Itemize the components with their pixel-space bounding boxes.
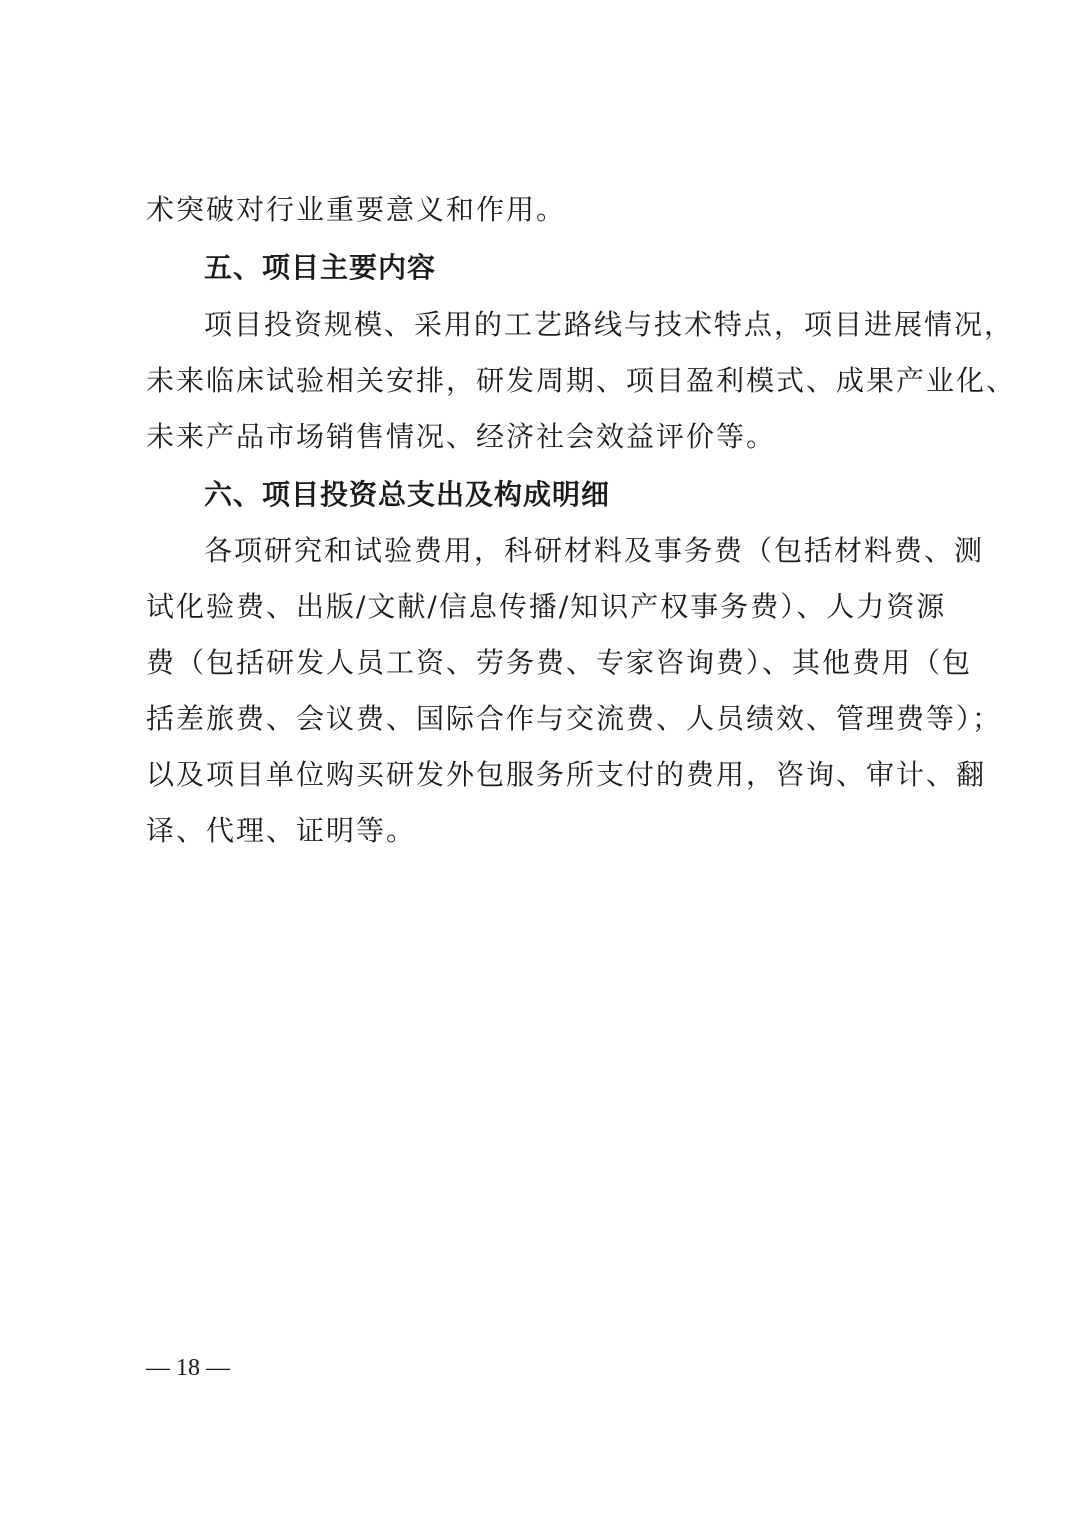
paragraph-line: 未来临床试验相关安排，研发周期、项目盈利模式、成果产业化、 [146, 364, 1017, 397]
page-number: — 18 — [146, 1355, 230, 1381]
paragraph-line: 试化验费、出版/文献/信息传播/知识产权事务费）、人力资源 [146, 590, 947, 623]
section-heading-5: 五、项目主要内容 [204, 251, 437, 284]
paragraph-line: 术突破对行业重要意义和作用。 [146, 193, 567, 226]
paragraph-line: 括差旅费、会议费、国际合作与交流费、人员绩效、管理费等）； [146, 702, 1003, 735]
paragraph-line: 费（包括研发人员工资、劳务费、专家咨询费）、其他费用（包 [146, 646, 973, 679]
paragraph-line: 以及项目单位购买研发外包服务所支付的费用，咨询、审计、翻 [146, 758, 987, 791]
section-heading-6: 六、项目投资总支出及构成明细 [204, 478, 611, 511]
paragraph-line: 译、代理、证明等。 [146, 814, 417, 847]
paragraph-line: 各项研究和试验费用，科研材料及事务费（包括材料费、测 [204, 534, 985, 567]
paragraph-line: 未来产品市场销售情况、经济社会效益评价等。 [146, 420, 777, 453]
paragraph-line: 项目投资规模、采用的工艺路线与技术特点，项目进展情况， [204, 308, 1015, 341]
